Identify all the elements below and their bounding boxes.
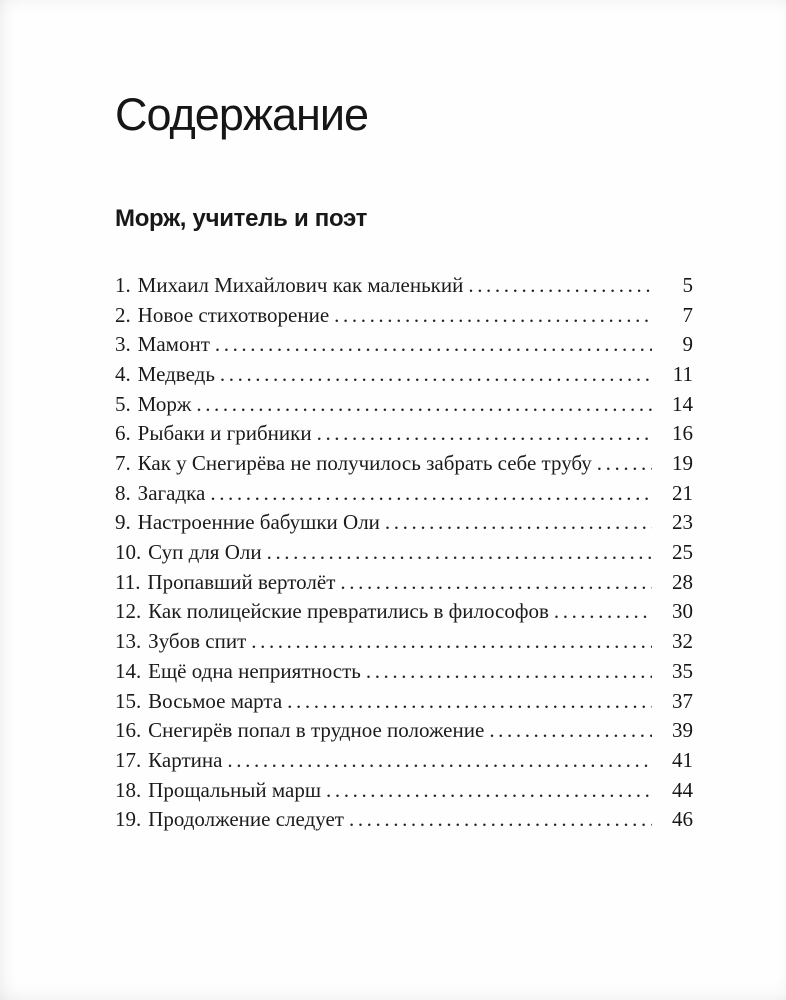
toc-entry bbox=[115, 419, 693, 449]
toc-entry-title: Прощальный марш bbox=[148, 777, 322, 802]
toc-entry-title: Михаил Михайлович как маленький bbox=[137, 272, 464, 297]
toc-entry bbox=[115, 568, 693, 598]
toc-entry-title: Ещё одна неприятность bbox=[148, 658, 361, 683]
toc-entry-title: Как у Снегирёва не получилось забрать себе трубу bbox=[137, 451, 592, 476]
toc-entry-page: 19 bbox=[672, 451, 693, 476]
toc-dot-leader bbox=[191, 390, 652, 420]
section-heading: Морж, учитель и поэт bbox=[115, 204, 368, 232]
toc-entry-number: 9. bbox=[115, 510, 131, 535]
toc-entry-page: 35 bbox=[672, 658, 693, 683]
toc-entry bbox=[115, 479, 693, 509]
toc-entry-page: 37 bbox=[672, 688, 693, 713]
toc-entry-number: 2. bbox=[115, 302, 131, 327]
toc-entry-number: 16. bbox=[115, 718, 142, 743]
toc-entry-title: Пропавший вертолёт bbox=[147, 569, 336, 594]
toc-dot-leader bbox=[549, 597, 652, 627]
toc-entry bbox=[115, 657, 693, 687]
toc-entry-page: 44 bbox=[672, 777, 693, 802]
toc-dot-leader bbox=[312, 419, 652, 449]
toc-dot-leader bbox=[262, 538, 652, 568]
toc-list bbox=[115, 271, 693, 835]
toc-dot-leader bbox=[344, 805, 652, 835]
toc-entry bbox=[115, 716, 693, 746]
toc-entry-number: 11. bbox=[115, 569, 141, 594]
toc-entry-number: 14. bbox=[115, 658, 142, 683]
toc-entry-page: 5 bbox=[682, 272, 693, 297]
toc-entry bbox=[115, 508, 693, 538]
toc-entry-page: 23 bbox=[672, 510, 693, 535]
toc-dot-leader bbox=[222, 746, 652, 776]
toc-entry-page: 21 bbox=[672, 480, 693, 505]
toc-entry-title: Зубов спит bbox=[148, 629, 247, 654]
toc-entry bbox=[115, 449, 693, 479]
toc-entry-title: Снегирёв попал в трудное положение bbox=[148, 718, 485, 743]
toc-dot-leader bbox=[484, 716, 652, 746]
toc-entry bbox=[115, 271, 693, 301]
toc-entry-number: 4. bbox=[115, 361, 131, 386]
toc-entry-page: 16 bbox=[672, 421, 693, 446]
toc-dot-leader bbox=[282, 687, 652, 717]
toc-dot-leader bbox=[380, 508, 652, 538]
toc-entry bbox=[115, 805, 693, 835]
toc-entry-title: Рыбаки и грибники bbox=[137, 421, 312, 446]
toc-entry-page: 32 bbox=[672, 629, 693, 654]
toc-dot-leader bbox=[329, 301, 652, 331]
toc-entry-page: 7 bbox=[682, 302, 693, 327]
toc-entry-number: 5. bbox=[115, 391, 131, 416]
toc-entry-page: 46 bbox=[672, 807, 693, 832]
toc-entry-page: 9 bbox=[682, 332, 693, 357]
toc-entry-title: Загадка bbox=[137, 480, 206, 505]
toc-dot-leader bbox=[321, 776, 652, 806]
page-title: Содержание bbox=[115, 89, 368, 140]
toc-entry bbox=[115, 746, 693, 776]
toc-entry-number: 6. bbox=[115, 421, 131, 446]
toc-entry-title: Мамонт bbox=[137, 332, 210, 357]
toc-entry bbox=[115, 538, 693, 568]
toc-entry bbox=[115, 330, 693, 360]
toc-dot-leader bbox=[592, 449, 652, 479]
toc-entry-number: 15. bbox=[115, 688, 142, 713]
toc-entry-title: Продолжение следует bbox=[148, 807, 344, 832]
toc-entry bbox=[115, 627, 693, 657]
toc-entry bbox=[115, 597, 693, 627]
toc-entry-title: Картина bbox=[148, 747, 223, 772]
toc-entry-title: Суп для Оли bbox=[148, 540, 262, 565]
toc-dot-leader bbox=[246, 627, 652, 657]
toc-entry-page: 30 bbox=[672, 599, 693, 624]
toc-entry-page: 25 bbox=[672, 540, 693, 565]
toc-entry bbox=[115, 776, 693, 806]
toc-entry bbox=[115, 687, 693, 717]
toc-entry-number: 12. bbox=[115, 599, 142, 624]
toc-entry-number: 7. bbox=[115, 451, 131, 476]
toc-entry-title: Медведь bbox=[137, 361, 215, 386]
toc-entry bbox=[115, 390, 693, 420]
toc-entry-page: 41 bbox=[672, 747, 693, 772]
page-content bbox=[115, 0, 693, 835]
toc-entry-page: 28 bbox=[672, 569, 693, 594]
toc-entry-number: 1. bbox=[115, 272, 131, 297]
toc-dot-leader bbox=[215, 360, 652, 390]
toc-entry-title: Настроенние бабушки Оли bbox=[137, 510, 380, 535]
toc-entry-title: Как полицейские превратились в философов bbox=[148, 599, 549, 624]
toc-entry-number: 13. bbox=[115, 629, 142, 654]
toc-entry-page: 14 bbox=[672, 391, 693, 416]
toc-entry-page: 11 bbox=[672, 361, 693, 386]
toc-dot-leader bbox=[361, 657, 652, 687]
toc-entry-number: 17. bbox=[115, 747, 142, 772]
toc-entry-number: 10. bbox=[115, 540, 142, 565]
toc-dot-leader bbox=[205, 479, 652, 509]
toc-dot-leader bbox=[463, 271, 652, 301]
toc-entry bbox=[115, 360, 693, 390]
toc-entry-number: 3. bbox=[115, 332, 131, 357]
toc-dot-leader bbox=[210, 330, 652, 360]
toc-entry-number: 19. bbox=[115, 807, 142, 832]
toc-entry-title: Морж bbox=[137, 391, 192, 416]
toc-entry-title: Восьмое марта bbox=[148, 688, 283, 713]
toc-entry-number: 8. bbox=[115, 480, 131, 505]
toc-dot-leader bbox=[335, 568, 652, 598]
toc-entry-number: 18. bbox=[115, 777, 142, 802]
toc-entry-title: Новое стихотворение bbox=[137, 302, 330, 327]
toc-entry-page: 39 bbox=[672, 718, 693, 743]
toc-entry bbox=[115, 301, 693, 331]
